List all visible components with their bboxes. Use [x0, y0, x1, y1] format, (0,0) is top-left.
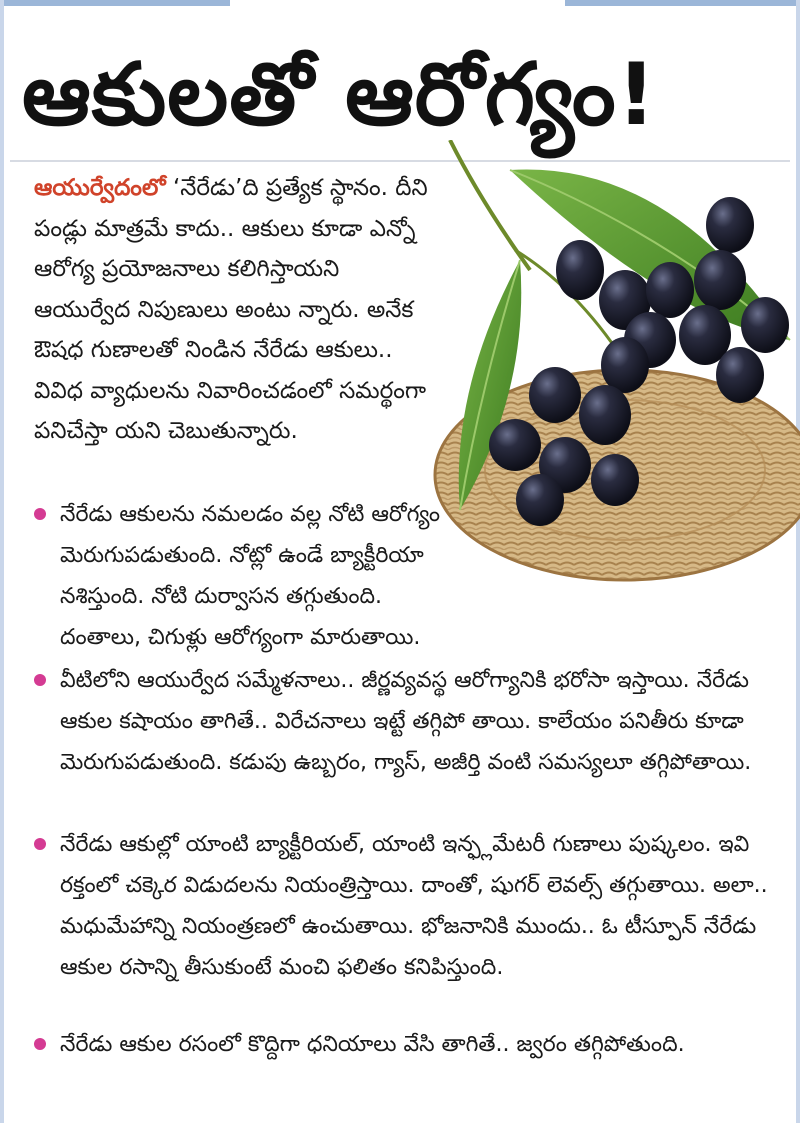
bullet-text: నేరేడు ఆకుల రసంలో కొద్దిగా ధనియాలు వేసి తాగితే.. జ్వరం తగ్గిపోతుంది.: [60, 1032, 685, 1057]
bullet-dot-icon: [34, 674, 46, 686]
bullet-text: నేరేడు ఆకులను నమలడం వల్ల నోటి ఆరోగ్యం మెరుగుపడుతుంది. నోట్లో ఉండే బ్యాక్టీరియా నశిస్తుంది. నోటి దుర్వాసన తగ్గుతుంది. దంతాలు, చిగుళ్లు ఆరోగ్యంగా మారుతాయి.: [60, 502, 441, 650]
frame-left: [0, 0, 4, 1123]
bullet-text: నేరేడు ఆకుల్లో యాంటి బ్యాక్టీరియల్, యాంటి ఇన్ఫ్లమేటరీ గుణాలు పుష్కలం. ఇవి రక్తంలో చక్కెర విడుదలను నియంత్రిస్తాయి. దాంతో, షుగర్ లెవల్స్ తగ్గుతాయి. అలా.. మధుమేహాన్ని నియంత్రణలో ఉంచుతాయి. భోజనానికి ముందు.. ఓ టీస్పూన్ నేరేడు ఆకుల రసాన్ని తీసుకుంటే మంచి ఫలితం కనిపిస్తుంది.: [60, 832, 768, 980]
bullet-dot-icon: [34, 1038, 46, 1050]
bullet-text: వీటిలోని ఆయుర్వేద సమ్మేళనాలు.. జీర్ణవ్యవస్థ ఆరోగ్యానికి భరోసా ఇస్తాయి. నేరేడు ఆకుల కషాయం తాగితే.. విరేచనాలు ఇట్టే తగ్గిపో తాయి. కాలేయం పనితీరు కూడా మెరుగుపడుతుంది. కడుపు ఉబ్బరం, గ్యాస్, అజీర్తి వంటి సమస్యలూ తగ్గిపోతాయి.: [60, 668, 752, 775]
frame-top-left: [0, 0, 230, 6]
intro-paragraph: [34, 168, 434, 452]
bullet-point: [34, 660, 774, 825]
bullet-point: [34, 824, 774, 1024]
bullet-point: [34, 494, 774, 654]
bullet-dot-icon: [34, 508, 46, 520]
intro-lead: ఆయుర్వేదంలో: [34, 175, 166, 201]
article-title: ఆకులతో ఆరోగ్యం!: [22, 45, 657, 145]
frame-top-right: [565, 0, 800, 6]
intro-text: ‘నేరేడు’ది ప్రత్యేక స్థానం. దీని పండ్లు మాత్రమే కాదు.. ఆకులు కూడా ఎన్నో ఆరోగ్య ప్రయోజనాలు కలిగిస్తాయని ఆయుర్వేద నిపుణులు అంటు న్నారు. అనేక ఔషధ గుణాలతో నిండిన నేరేడు ఆకులు.. వివిధ వ్యాధులను నివారించడంలో సమర్థంగా పనిచేస్తా యని చెబుతున్నారు.: [34, 175, 428, 444]
bullet-dot-icon: [34, 838, 46, 850]
bullet-point: [34, 1024, 774, 1108]
